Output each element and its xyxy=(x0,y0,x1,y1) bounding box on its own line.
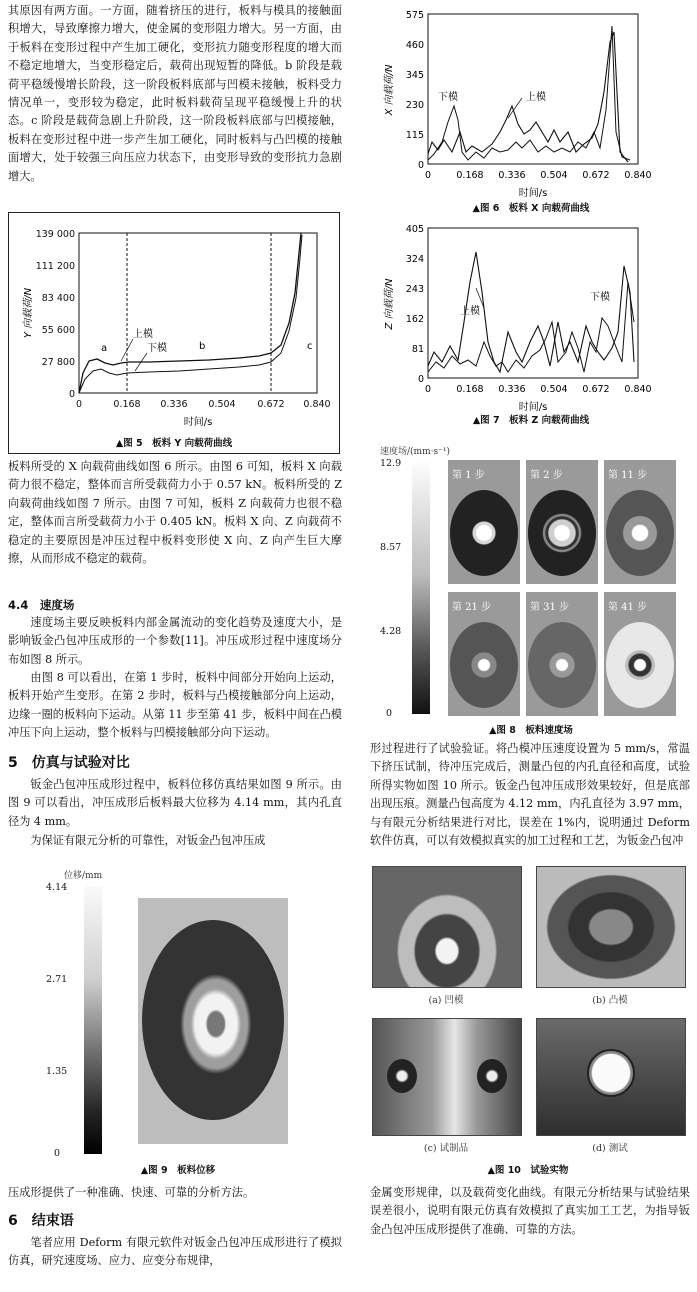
subcaption-c: (c) 试制品 xyxy=(423,1143,469,1154)
y-tick-labels xyxy=(406,10,424,171)
y-tick: 55 600 xyxy=(41,325,75,336)
scale-title: 位移/mm xyxy=(64,871,103,881)
x-tick: 0.504 xyxy=(208,399,236,410)
paragraph-velocity-steps: 由图 8 可以看出，在第 1 步时，板料中间部分开始向上运动，板料开始产生变形。在第 2 步时，板料与凸模接触部分向上运动，边缘一圈的板料向下运动。从第 11 步至第 41 步，板料中间在凸模冲压下向上运动，整个板料与凹模接触部分向下运动。 xyxy=(8,671,342,740)
scale-tick: 2.71 xyxy=(46,974,68,985)
y-tick: 0 xyxy=(417,160,424,171)
displacement-color-scale xyxy=(84,886,102,1154)
step-label: 第 2 步 xyxy=(530,470,563,481)
x-axis-label: 时间/s xyxy=(183,417,213,428)
figure-10-caption: ▲图 10 试验实物 xyxy=(487,1165,569,1176)
x-tick: 0.840 xyxy=(303,399,331,410)
figure-10 xyxy=(364,862,692,1180)
paragraph-conclusion-tail: 压成形提供了一种准确、快速、可靠的分析方法。 xyxy=(8,1186,255,1199)
displacement-render-bg xyxy=(138,898,288,1144)
y-axis-label: X 向载荷/N xyxy=(384,64,395,116)
plate-disc xyxy=(450,490,518,576)
plate-disc xyxy=(606,490,674,576)
figure-7 xyxy=(372,222,690,434)
y-tick-labels xyxy=(406,224,424,385)
step-label: 第 41 步 xyxy=(608,602,648,613)
plate-disc xyxy=(606,622,674,708)
y-tick: 27 800 xyxy=(41,357,75,368)
x-axis-label: 时间/s xyxy=(518,402,548,413)
scale-tick: 1.35 xyxy=(46,1066,68,1077)
stage-b-label: b xyxy=(199,341,206,352)
y-tick: 139 000 xyxy=(35,229,75,240)
x-tick-labels xyxy=(425,170,652,181)
upper-die-label: 上模 xyxy=(460,306,480,317)
figure-6-caption: ▲图 6 板料 X 向载荷曲线 xyxy=(472,203,590,214)
x-tick: 0.840 xyxy=(624,384,652,395)
x-load-chart xyxy=(372,2,690,202)
x-tick: 0 xyxy=(424,170,432,181)
x-tick: 0.336 xyxy=(498,384,526,395)
x-tick: 0.672 xyxy=(582,170,610,181)
figure-9 xyxy=(8,862,348,1180)
x-tick: 0.840 xyxy=(624,170,652,181)
subcaption-a: (a) 凹模 xyxy=(428,995,464,1006)
section-5-heading: 5 仿真与试验对比 xyxy=(8,755,130,771)
y-tick: 230 xyxy=(405,100,424,111)
scale-tick: 0 xyxy=(386,708,393,719)
y-tick: 81 xyxy=(411,344,424,355)
y-load-chart xyxy=(9,213,339,453)
x-tick: 0.168 xyxy=(456,170,484,181)
photo-test xyxy=(536,1018,686,1136)
x-tick: 0.504 xyxy=(540,170,568,181)
dial-gauge xyxy=(587,1049,635,1097)
y-tick: 111 200 xyxy=(35,261,75,272)
y-tick-labels xyxy=(36,229,75,400)
x-tick-labels xyxy=(425,384,652,395)
step-31-tile xyxy=(526,592,598,716)
y-tick: 0 xyxy=(68,389,75,400)
figure-5 xyxy=(8,212,340,454)
y-tick: 460 xyxy=(405,40,424,51)
paragraph-xz-load: 板料所受的 X 向载荷曲线如图 6 所示。由图 6 可知，板料 X 向载荷力很不稳定，整体而言所受载荷力小于 0.57 kN。板料所受的 Z 向载荷曲线如图 7 所示。由图 7 可知，板料 Z 向载荷力也很不稳定，整体而言所受载荷力小于 0.405 kN。板料 X 向、Z 向载荷不稳定的主要原因是冲压过程中板料变形使 X 向、Z 向产生巨大摩擦，从而形成不稳定的载荷。 xyxy=(8,460,342,566)
figure-7-caption: ▲图 7 板料 Z 向载荷曲线 xyxy=(472,415,590,426)
x-tick: 0.672 xyxy=(582,384,610,395)
lower-die-label: 下模 xyxy=(147,343,167,354)
photo-sample xyxy=(372,1018,522,1136)
y-tick: 83 400 xyxy=(41,293,75,304)
step-41-tile xyxy=(604,592,676,716)
z-load-chart xyxy=(372,222,690,422)
velocity-color-scale xyxy=(412,462,430,714)
step-label: 第 31 步 xyxy=(530,602,570,613)
paragraph-load-stages: 其原因有两方面。一方面，随着挤压的进行，板料与模具的接触面积增大，导致摩擦力增大，使金属的变形阻力增大。另一方面，由于板料在变形过程中产生加工硬化，变形抗力随变形程度的增大而不稳定地增大，当变形稳定后，载荷出现短暂的降低。b 阶段是载荷平稳缓慢增长阶段，这一阶段板料底部与凹模未接触，板料受力情况单一，变形较为稳定，此时板料载荷呈现平稳缓慢上升的状态。c 阶段是载荷急剧上升阶段，这一阶段板料底部与凹模接触，板料在变形过程中进一步产生加工硬化，同时板料与凸凹模的接触面增大，处于较强三向压应力状态下，由变形导致的变形抗力急剧增大。 xyxy=(8,4,342,183)
step-2-tile xyxy=(526,460,598,584)
scale-tick: 4.14 xyxy=(46,882,68,893)
y-tick: 575 xyxy=(405,10,424,21)
scale-tick: 0 xyxy=(54,1148,61,1159)
x-tick: 0.504 xyxy=(540,384,568,395)
step-label: 第 11 步 xyxy=(608,470,648,481)
step-21-tile xyxy=(448,592,520,716)
paragraph-closing-left: 笔者应用 Deform 有限元软件对钣金凸包冲压成形进行了模拟仿真，研究速度场、应力、应变分布规律， xyxy=(8,1236,342,1268)
figure-8 xyxy=(372,440,690,740)
subcaption-b: (b) 凸模 xyxy=(592,995,628,1006)
y-tick: 405 xyxy=(405,224,424,235)
y-tick: 115 xyxy=(405,130,424,141)
figure-5-caption: ▲图 5 板料 Y 向载荷曲线 xyxy=(115,438,233,449)
upper-die-label: 上模 xyxy=(526,92,546,103)
upper-die-curve xyxy=(428,252,634,372)
lower-die-curve xyxy=(79,235,302,393)
scale-title: 速度场/(mm·s⁻¹) xyxy=(380,447,450,457)
step-11-tile xyxy=(604,460,676,584)
plate-disc xyxy=(450,622,518,708)
y-tick: 162 xyxy=(405,314,424,325)
upper-die-label: 上模 xyxy=(133,329,153,340)
stage-c-label: c xyxy=(307,341,313,352)
x-tick: 0 xyxy=(424,384,432,395)
section-4-4-heading: 4.4 速度场 xyxy=(8,598,75,612)
y-tick: 324 xyxy=(405,254,424,265)
plate-disc xyxy=(528,622,596,708)
subcaption-d: (d) 测试 xyxy=(592,1143,628,1154)
x-tick: 0.168 xyxy=(113,399,141,410)
y-tick: 345 xyxy=(405,70,424,81)
lower-die-label: 下模 xyxy=(438,92,458,103)
step-label: 第 1 步 xyxy=(452,470,485,481)
x-tick: 0.336 xyxy=(498,170,526,181)
paragraph-verify-continued: 形过程进行了试验验证。将凸模冲压速度设置为 5 mm/s，常温下挤压试制，待冲压完成后，测量凸包的内孔直径和高度，试验所得实物如图 10 所示。钣金凸包冲压成形效果较好，但是底部出现压痕。测量凸包高度为 4.12 mm，内孔直径为 3.97 mm，与有限元分析结果进行对比，误差在 1%内，说明通过 Deform 软件仿真，可以有效模拟真实的加工过程和工艺，为钣金凸包冲 xyxy=(370,742,690,848)
step-label: 第 21 步 xyxy=(452,602,492,613)
scale-tick: 8.57 xyxy=(380,542,402,553)
figure-6 xyxy=(372,2,690,214)
photo-punch xyxy=(536,866,686,988)
sample-part xyxy=(387,1059,417,1093)
x-tick: 0.168 xyxy=(456,384,484,395)
paragraph-closing-right: 金属变形规律，以及载荷变化曲线。有限元分析结果与试验结果误差很小，说明有限元仿真有效模拟了真实加工工艺，为指导钣金凸包冲压成形提供了准确、可靠的方法。 xyxy=(370,1186,690,1236)
upper-die-curve xyxy=(79,233,301,393)
step-1-tile xyxy=(448,460,520,584)
x-axis-label: 时间/s xyxy=(518,188,548,199)
y-tick: 243 xyxy=(405,284,424,295)
x-tick: 0.336 xyxy=(160,399,188,410)
scale-tick: 4.28 xyxy=(380,626,402,637)
figure-8-caption: ▲图 8 板料速度场 xyxy=(489,725,573,736)
photo-die xyxy=(372,866,522,988)
scale-tick: 12.9 xyxy=(380,458,402,469)
paragraph-displacement: 钣金凸包冲压成形过程中，板料位移仿真结果如图 9 所示。由图 9 可以看出，冲压成形后板料最大位移为 4.14 mm，其内孔直径为 4 mm。 xyxy=(8,778,342,828)
plate-disc xyxy=(142,920,284,1120)
lower-die-label: 下模 xyxy=(590,292,610,303)
sample-part xyxy=(477,1059,507,1093)
y-axis-label: Y 向载荷/N xyxy=(23,287,34,339)
x-tick: 0 xyxy=(75,399,83,410)
x-tick-labels xyxy=(76,399,331,410)
stage-a-label: a xyxy=(101,343,108,354)
paragraph-velocity-intro: 速度场主要反映板料内部金属流动的变化趋势及速度大小，是影响钣金凸包冲压成形的一个参数[11]。冲压成形过程中速度场分布如图 8 所示。 xyxy=(8,616,342,666)
paragraph-verify-start: 为保证有限元分析的可靠性，对钣金凸包冲压成 xyxy=(30,834,266,847)
y-axis-label: Z 向载荷/N xyxy=(384,278,395,330)
y-tick: 0 xyxy=(417,374,424,385)
x-tick: 0.672 xyxy=(257,399,285,410)
section-6-heading: 6 结束语 xyxy=(8,1213,74,1229)
plate-disc xyxy=(528,490,596,576)
figure-9-caption: ▲图 9 板料位移 xyxy=(140,1165,216,1176)
